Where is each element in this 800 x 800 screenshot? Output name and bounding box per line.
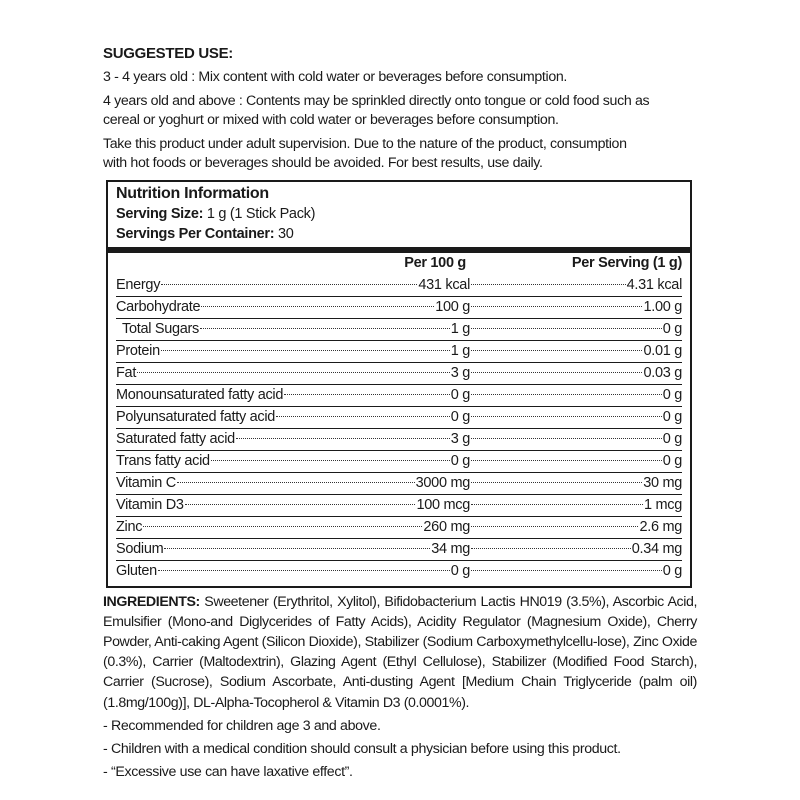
value-per-100g: 0 g (451, 561, 470, 582)
value-per-100g: 260 mg (423, 517, 470, 538)
value-per-100g: 100 mcg (416, 495, 470, 516)
dot-leader (471, 482, 642, 483)
nutrient-name: Sodium (116, 539, 163, 560)
value-per-100g: 0 g (451, 451, 470, 472)
suggested-use-age-3-4 (103, 68, 697, 88)
nutrition-row (116, 275, 682, 296)
nutrient-name: Protein (116, 341, 160, 362)
nutrient-name: Gluten (116, 561, 157, 582)
dot-leader (284, 394, 450, 395)
value-per-100g: 0 g (451, 407, 470, 428)
nutrition-row (116, 406, 682, 428)
serving-size-value: 1 g (1 Stick Pack) (206, 205, 316, 222)
nutrient-name: Total Sugars (116, 319, 199, 340)
suggested-use-line: cereal or yoghurt or mixed with cold water or beverages before consumption. (103, 112, 559, 128)
note-laxative: - “Excessive use can have laxative effect”. (103, 763, 353, 780)
dot-leader (143, 526, 422, 527)
dot-leader (471, 548, 631, 549)
dot-leader (177, 482, 415, 483)
suggested-use-line: Take this product under adult supervision. Due to the nature of the product, consumption (103, 135, 627, 152)
value-per-100g: 1 g (451, 341, 470, 362)
value-per-serving: 1.00 g (643, 297, 682, 318)
dot-leader (471, 284, 626, 285)
suggested-use-supervision (103, 135, 697, 174)
nutrition-row (116, 362, 682, 384)
value-per-100g: 1 g (451, 319, 470, 340)
value-per-serving: 0.01 g (643, 341, 682, 362)
nutrition-row (116, 560, 682, 582)
dot-leader (200, 328, 450, 329)
nutrient-name: Saturated fatty acid (116, 429, 235, 450)
serving-size-label: Serving Size: (116, 205, 204, 222)
dot-leader (276, 416, 450, 417)
value-per-serving: 30 mg (643, 473, 682, 494)
dot-leader (201, 306, 434, 307)
dot-leader (471, 570, 662, 571)
nutrition-row (116, 428, 682, 450)
nutrition-row (116, 450, 682, 472)
nutrition-row (116, 340, 682, 362)
dot-leader (211, 460, 450, 461)
note-medical: - Children with a medical condition should consult a physician before using this product. (103, 740, 621, 757)
dot-leader (158, 570, 450, 571)
dot-leader (161, 350, 450, 351)
value-per-100g: 0 g (451, 385, 470, 406)
dot-leader (164, 548, 430, 549)
dot-leader (236, 438, 450, 439)
value-per-serving: 0.03 g (643, 363, 682, 384)
dot-leader (471, 416, 662, 417)
dot-leader (471, 372, 642, 373)
nutrition-information-panel (106, 180, 692, 588)
label-document (103, 44, 697, 782)
dot-leader (185, 504, 416, 505)
dot-leader (471, 350, 642, 351)
value-per-100g: 431 kcal (418, 275, 470, 296)
suggested-use-line: with hot foods or beverages should be avoided. For best results, use daily. (103, 155, 543, 171)
nutrition-rows (116, 275, 682, 582)
value-per-serving: 2.6 mg (639, 517, 682, 538)
nutrient-name: Vitamin D3 (116, 495, 184, 516)
value-per-serving: 0 g (663, 319, 682, 340)
ingredients-text: Sweetener (Erythritol, Xylitol), Bifidobacterium Lactis HN019 (3.5%), Ascorbic Acid, Emulsifier (Mono-and Diglycerides of Fatty Acids), Acidity Regulator (Magnesium Oxide), Cherry Powder, Anti-caking Agent (Silicon Dioxide), Stabilizer (Sodium Carboxymethylcellu-lose), Zinc Oxide (0.3%), Carrier (Maltodextrin), Glazing Agent (Ethyl Cellulose), Stabilizer (Modified Food Starch), Carrier (Sucrose), Sodium Ascorbate, Anti-dusting Agent [Medium Chain Triglyceride (palm oil) (1.8mg/100g)], DL-Alpha-Tocopherol & Vitamin D3 (0.0001%). (103, 593, 697, 711)
value-per-serving: 0 g (663, 561, 682, 582)
value-per-100g: 3000 mg (416, 473, 470, 494)
nutrient-name: Fat (116, 363, 136, 384)
nutrition-title: Nutrition Information (116, 184, 269, 202)
value-per-serving: 0 g (663, 407, 682, 428)
nutrient-name: Zinc (116, 517, 142, 538)
servings-value: 30 (278, 225, 294, 242)
suggested-use-line: 4 years old and above : Contents may be sprinkled directly onto tongue or cold food such as (103, 92, 650, 109)
value-per-100g: 100 g (435, 297, 470, 318)
nutrient-name: Energy (116, 275, 160, 296)
dot-leader (137, 372, 450, 373)
value-per-serving: 1 mcg (644, 495, 682, 516)
nutrition-row (116, 296, 682, 318)
dot-leader (471, 306, 642, 307)
servings-per-container (116, 224, 682, 244)
nutrient-name: Monounsaturated fatty acid (116, 385, 283, 406)
value-per-100g: 34 mg (431, 539, 470, 560)
nutrient-name: Vitamin C (116, 473, 176, 494)
dot-leader (471, 460, 662, 461)
column-per-100g: Per 100 g (404, 254, 466, 271)
nutrient-name: Polyunsaturated fatty acid (116, 407, 275, 428)
dot-leader (471, 504, 643, 505)
value-per-100g: 3 g (451, 363, 470, 384)
ingredients-section (103, 592, 697, 713)
dot-leader (471, 328, 662, 329)
ingredients-label: INGREDIENTS: (103, 593, 200, 610)
value-per-serving: 0.34 mg (632, 539, 682, 560)
suggested-use-age-4-plus (103, 92, 697, 131)
nutrient-name: Trans fatty acid (116, 451, 210, 472)
dot-leader (161, 284, 417, 285)
note-age: - Recommended for children age 3 and above. (103, 717, 381, 734)
column-per-serving: Per Serving (1 g) (571, 254, 682, 271)
dot-leader (471, 394, 662, 395)
nutrition-row (116, 472, 682, 494)
nutrient-name: Carbohydrate (116, 297, 200, 318)
nutrition-row (116, 494, 682, 516)
suggested-use-heading: SUGGESTED USE: (103, 45, 233, 62)
nutrition-row (116, 516, 682, 538)
dot-leader (471, 438, 662, 439)
suggested-use-line: 3 - 4 years old : Mix content with cold water or beverages before consumption. (103, 69, 567, 85)
servings-label: Servings Per Container: (116, 225, 275, 242)
nutrition-column-headers (116, 253, 682, 275)
nutrition-row (116, 384, 682, 406)
value-per-100g: 3 g (451, 429, 470, 450)
value-per-serving: 4.31 kcal (627, 275, 682, 296)
nutrition-row (116, 538, 682, 560)
nutrition-row (116, 318, 682, 340)
serving-size (116, 204, 682, 224)
value-per-serving: 0 g (663, 385, 682, 406)
dot-leader (471, 526, 638, 527)
value-per-serving: 0 g (663, 429, 682, 450)
value-per-serving: 0 g (663, 451, 682, 472)
